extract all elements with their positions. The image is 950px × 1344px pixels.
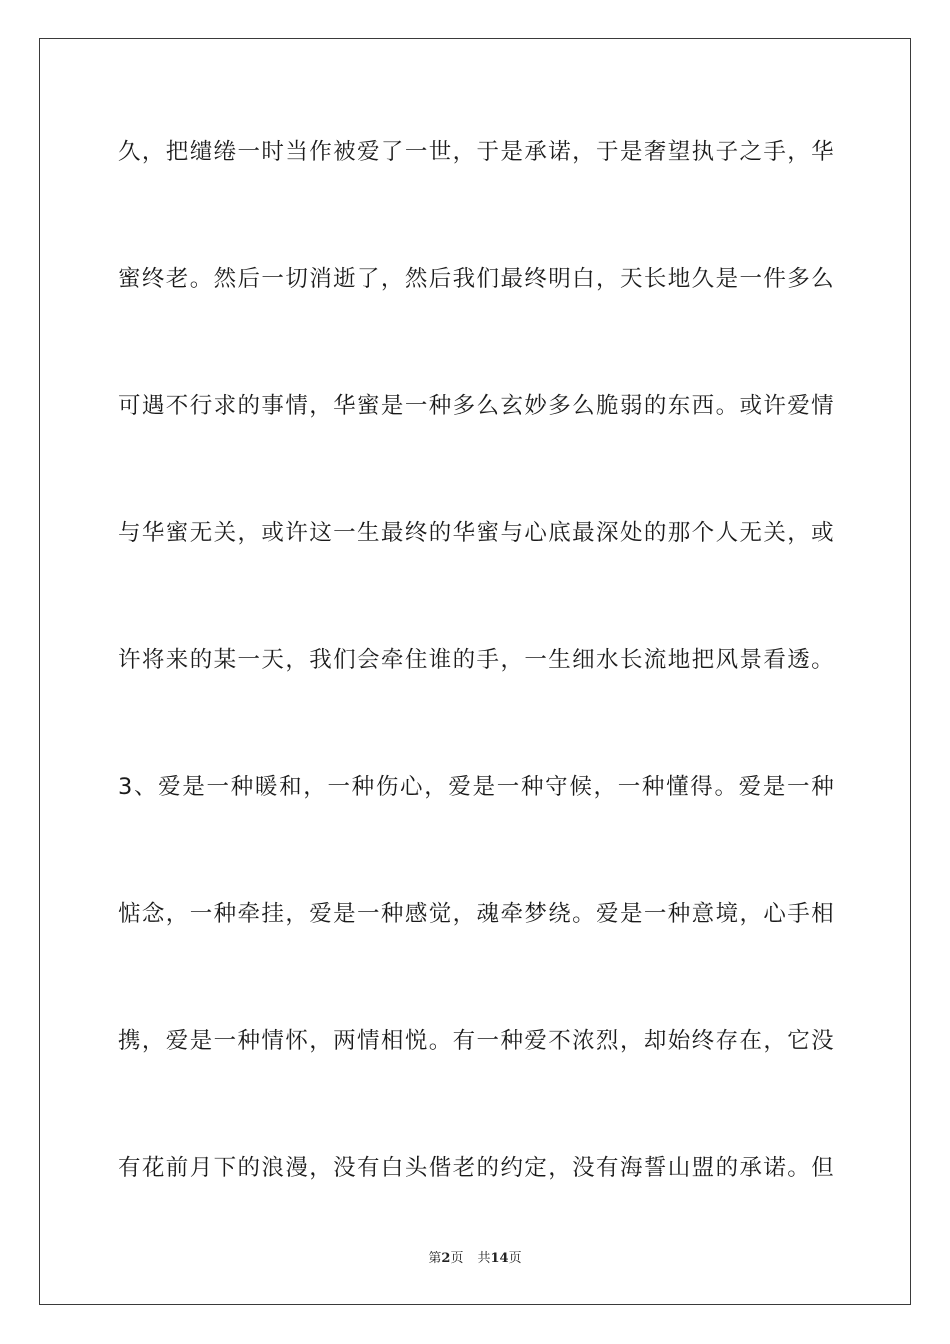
total-pages: 14 bbox=[490, 1251, 509, 1266]
text-line: 惦念，一种牵挂，爱是一种感觉，魂牵梦绕。爱是一种意境，心手相 bbox=[118, 901, 834, 927]
page-number: 2 bbox=[441, 1251, 451, 1266]
text-line: 许将来的某一天，我们会牵住谁的手，一生细水长流地把风景看透。 bbox=[118, 647, 834, 673]
total-prefix: 共 bbox=[477, 1251, 491, 1266]
text-line: 蜜终老。然后一切消逝了，然后我们最终明白，天长地久是一件多么 bbox=[118, 266, 834, 292]
page-footer bbox=[0, 1247, 950, 1266]
text-line: 久，把缱绻一时当作被爱了一世，于是承诺，于是奢望执子之手，华 bbox=[118, 139, 834, 165]
page-suffix: 页 bbox=[450, 1251, 464, 1266]
total-suffix: 页 bbox=[508, 1251, 522, 1266]
text-line: 3、爱是一种暖和，一种伤心，爱是一种守候，一种懂得。爱是一种 bbox=[118, 774, 834, 800]
text-line: 有花前月下的浪漫，没有白头偕老的约定，没有海誓山盟的承诺。但 bbox=[118, 1155, 834, 1181]
document-body bbox=[118, 128, 834, 1271]
page-prefix: 第 bbox=[428, 1251, 442, 1266]
text-line: 可遇不行求的事情，华蜜是一种多么玄妙多么脆弱的东西。或许爱情 bbox=[118, 393, 834, 419]
text-line: 携，爱是一种情怀，两情相悦。有一种爱不浓烈，却始终存在，它没 bbox=[118, 1028, 834, 1054]
text-line: 与华蜜无关，或许这一生最终的华蜜与心底最深处的那个人无关，或 bbox=[118, 520, 834, 546]
